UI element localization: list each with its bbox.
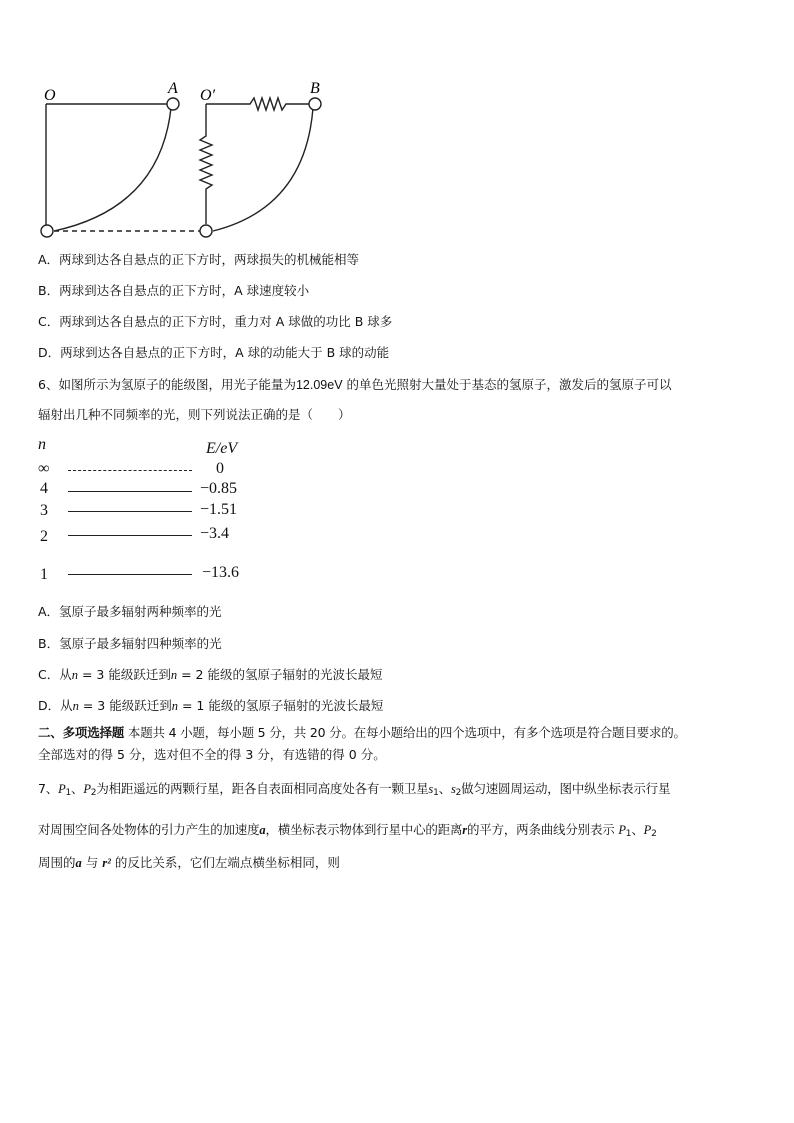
- q5-option-b: B．两球到达各自悬点的正下方时，A 球速度较小: [38, 283, 310, 298]
- q7-s1: s: [428, 782, 434, 796]
- level-n-3: 3: [40, 502, 48, 519]
- level-e-4: −0.85: [200, 480, 238, 497]
- q7-l2-sep: 、: [631, 822, 644, 837]
- q7-l3c: 的反比关系，它们左端点横坐标相同，则: [114, 855, 340, 870]
- q7-sep1: 、: [71, 781, 84, 796]
- q6-option-a: A．氢原子最多辐射两种频率的光: [38, 604, 222, 619]
- q7-l2-P2-sub: 2: [651, 829, 657, 839]
- energy-level-diagram: [36, 436, 266, 586]
- level-e-1: −13.6: [202, 564, 240, 581]
- level-n-inf: ∞: [38, 460, 50, 477]
- q6-stem-line1: [38, 375, 672, 393]
- right-arc: [213, 108, 313, 231]
- q6-option-c: [38, 665, 382, 683]
- q7-P2: P: [83, 782, 91, 796]
- q7-s1-sub: 1: [433, 788, 439, 798]
- q6-stem-pre: 6、如图所示为氢原子的能级图，用光子能量为: [38, 377, 296, 392]
- q6-c-n2: n: [170, 668, 178, 682]
- section2-title: 二、多项选择题: [38, 725, 125, 740]
- q6-stem-line2: 辐射出几种不同频率的光，则下列说法正确的是（ ）: [38, 407, 351, 422]
- q6-d-pre: D．从: [38, 698, 73, 713]
- q7-P1-sub: 1: [65, 788, 72, 798]
- level-n-2: 2: [40, 528, 48, 545]
- ball-A: [167, 98, 179, 110]
- q7-l2a: 对周围空间各处物体的引力产生的加速度: [38, 822, 260, 837]
- q6-energy: 12.09eV: [295, 378, 343, 392]
- q6-c-mid: = 3 能级跃迁到: [77, 667, 171, 682]
- q6-option-b: B．氢原子最多辐射四种频率的光: [38, 636, 222, 651]
- q5-option-d: D．两球到达各自悬点的正下方时，A 球的动能大于 B 球的动能: [38, 345, 390, 360]
- section2-rest: 本题共 4 小题，每小题 5 分，共 20 分。在每小题给出的四个选项中，有多个选项是符合题目要求的。: [127, 725, 686, 740]
- q6-d-post: = 1 能级的氢原子辐射的光波长最短: [178, 698, 384, 713]
- level-e-2: −3.4: [200, 525, 230, 542]
- q7-r2: r²: [102, 856, 111, 870]
- q7-l2-P2: P: [643, 823, 652, 837]
- ball-left-bottom: [41, 225, 53, 237]
- q7-text1: 为相距遥远的两颗行星，距各自表面相同高度处各有一颗卫星: [96, 781, 429, 796]
- q6-stem-post: 的单色光照射大量处于基态的氢原子，激发后的氢原子可以: [342, 377, 672, 392]
- level-line-3: [68, 511, 192, 512]
- level-n-4: 4: [40, 480, 48, 497]
- q7-line1: [38, 779, 670, 798]
- level-n-1: 1: [40, 566, 48, 583]
- level-e-3: −1.51: [200, 501, 238, 518]
- level-line-4: [68, 491, 192, 492]
- q7-sep2: 、: [438, 781, 451, 796]
- e-header: E/eV: [206, 440, 238, 457]
- q7-l3a: 周围的: [38, 855, 76, 870]
- section2-line2: 全部选对的得 5 分，选对但不全的得 3 分，有选错的得 0 分。: [38, 747, 386, 762]
- q6-c-post: = 2 能级的氢原子辐射的光波长最短: [177, 667, 383, 682]
- q7-a: a: [259, 823, 266, 837]
- label-O: O: [44, 87, 56, 104]
- q7-l3b: 与: [85, 855, 99, 870]
- level-line-2: [68, 535, 192, 536]
- level-line-inf: [68, 470, 192, 471]
- q7-l3-a: a: [75, 856, 82, 870]
- q7-l2-P1: P: [618, 823, 626, 837]
- q6-c-pre: C．从: [38, 667, 72, 682]
- q6-d-mid: = 3 能级跃迁到: [78, 698, 172, 713]
- q7-line3: [38, 853, 340, 871]
- q7-line2: [38, 820, 657, 839]
- label-A: A: [168, 80, 178, 97]
- q7-number: 7、: [38, 781, 59, 796]
- q7-s2-sub: 2: [455, 788, 462, 798]
- level-e-inf: 0: [216, 460, 224, 477]
- q7-l2c: 的平方，两条曲线分别表示: [466, 822, 615, 837]
- q6-c-n1: n: [71, 668, 78, 682]
- ball-right-bottom: [200, 225, 212, 237]
- left-arc: [54, 108, 171, 231]
- level-line-1: [68, 574, 192, 575]
- spring-horizontal: [206, 98, 313, 110]
- q5-option-a: A．两球到达各自悬点的正下方时，两球损失的机械能相等: [38, 252, 360, 267]
- spring-vertical: [200, 104, 212, 224]
- section2-line1: [38, 723, 686, 741]
- q7-l2-P1-sub: 1: [625, 829, 632, 839]
- q6-d-n2: n: [171, 699, 178, 713]
- label-O-prime: O′: [200, 87, 216, 104]
- q5-option-c: C．两球到达各自悬点的正下方时，重力对 A 球做的功比 B 球多: [38, 314, 393, 329]
- q6-option-d: [38, 696, 383, 714]
- q7-l2b: ，横坐标表示物体到行星中心的距离: [265, 822, 463, 837]
- n-header: n: [38, 436, 46, 453]
- q7-s2: s: [450, 782, 456, 796]
- q7-text2: 做匀速圆周运动，图中纵坐标表示行星: [461, 781, 671, 796]
- q7-r: r: [462, 823, 467, 837]
- label-B: B: [310, 80, 320, 97]
- pendulum-figure: [30, 78, 350, 243]
- ball-B: [309, 98, 321, 110]
- q7-P1: P: [58, 782, 66, 796]
- q7-P2-sub: 2: [90, 788, 97, 798]
- q6-d-n1: n: [72, 699, 79, 713]
